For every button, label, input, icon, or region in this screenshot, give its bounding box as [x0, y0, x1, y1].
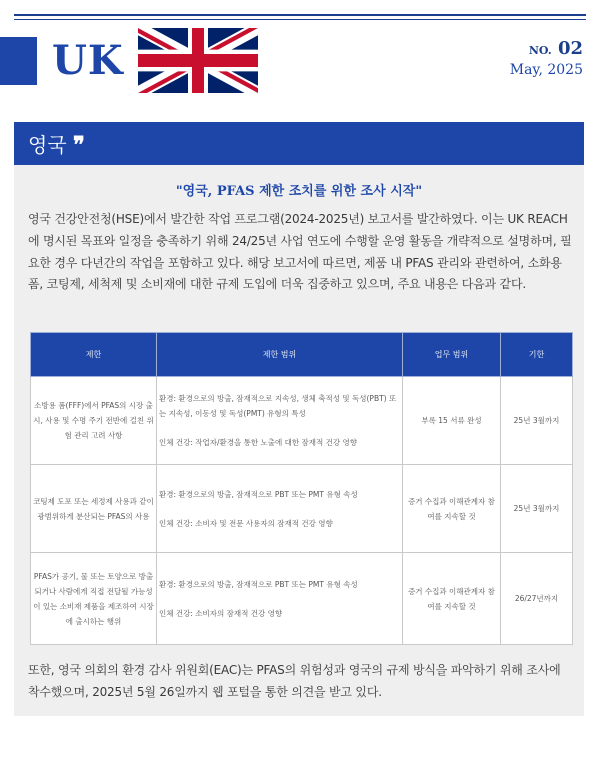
section-banner [14, 122, 584, 165]
scope-health: 인체 건강: 소비자 및 전문 사용자의 잠재적 건강 영향 [159, 518, 333, 528]
top-rule-thin [14, 19, 586, 20]
cell-scope [157, 553, 403, 645]
cell-work: 부록 15 서류 완성 [403, 377, 501, 465]
table-row [31, 553, 573, 645]
quote-icon: ❞ [73, 132, 85, 158]
restriction-table [30, 332, 573, 645]
scope-health: 인체 건강: 소비자의 잠재적 건강 영향 [159, 608, 283, 618]
outro-paragraph: 또한, 영국 의회의 환경 감사 위원회(EAC)는 PFAS의 위험성과 영국의 규제 방식을 파악하기 위해 조사에 착수했으며, 2025년 5월 26일까지 웹 포털을 통한 의견을 받고 있다. [28, 663, 561, 699]
col-work: 업무 범위 [403, 333, 501, 377]
header-accent-block [0, 37, 37, 85]
intro-paragraph: 영국 건강안전청(HSE)에서 발간한 작업 프로그램(2024-2025년) 보고서를 발간하였다. 이는 UK REACH에 명시된 목표와 일정을 충족하기 위해 24/25년 사업 연도에 수행할 운영 활동을 개략적으로 설명하며, 필요한 경우 다년간의 작업을 포함하고 있다. 해당 보고서에 따르면, 제품 내 PFAS 관리와 관련하여, 소화용 폼, 코팅제, 세척제 및 소비재에 대한 규제 도입에 더욱 집중하고 있으며, 주요 내용은 다음과 같다. [28, 212, 572, 292]
cell-work: 증거 수집과 이해관계자 참여를 지속할 것 [403, 553, 501, 645]
scope-env: 환경: 환경으로의 방출, 잠재적으로 PBT 또는 PMT 유형 속성 [159, 489, 358, 499]
cell-work: 증거 수집과 이해관계자 참여를 지속할 것 [403, 465, 501, 553]
country-title: UK [52, 37, 124, 84]
col-deadline: 기한 [501, 333, 573, 377]
issue-number: NO. 02 [528, 38, 583, 59]
col-restriction: 제한 [31, 333, 157, 377]
cell-scope [157, 465, 403, 553]
cell-scope [157, 377, 403, 465]
issue-date: May, 2025 [509, 62, 583, 78]
scope-env: 환경: 환경으로의 방출, 잠재적으로 지속성, 생체 축적성 및 독성(PBT) 또는 지속성, 이동성 및 독성(PMT) 유형의 특성 [159, 394, 397, 418]
section-title: 영국 ❞ [28, 132, 85, 158]
top-rule [14, 14, 586, 16]
scope-env: 환경: 환경으로의 방출, 잠재적으로 PBT 또는 PMT 유형 속성 [159, 579, 358, 589]
cell-deadline: 26/27년까지 [501, 553, 573, 645]
cell-restriction: 소방용 폼(FFF)에서 PFAS의 시장 출시, 사용 및 수명 주기 전반에 걸친 위험 관리 고려 사항 [31, 377, 157, 465]
scope-health: 인체 건강: 작업자/환경을 통한 노출에 대한 잠재적 건강 영향 [159, 438, 358, 447]
col-scope: 제한 범위 [157, 333, 403, 377]
table-header-row [31, 333, 573, 377]
table-row [31, 465, 573, 553]
uk-flag-icon [138, 28, 258, 93]
table-row [31, 377, 573, 465]
cell-deadline: 25년 3월까지 [501, 465, 573, 553]
cell-restriction: PFAS가 공기, 물 또는 토양으로 방출되거나 사람에게 직접 전달될 가능성이 있는 소비재 제품을 제조하여 시장에 출시하는 행위 [31, 553, 157, 645]
article-headline: "영국, PFAS 제한 조치를 위한 조사 시작" [175, 184, 423, 199]
cell-restriction: 코팅제 도포 또는 세정제 사용과 같이 광범위하게 분산되는 PFAS의 사용 [31, 465, 157, 553]
cell-deadline: 25년 3월까지 [501, 377, 573, 465]
